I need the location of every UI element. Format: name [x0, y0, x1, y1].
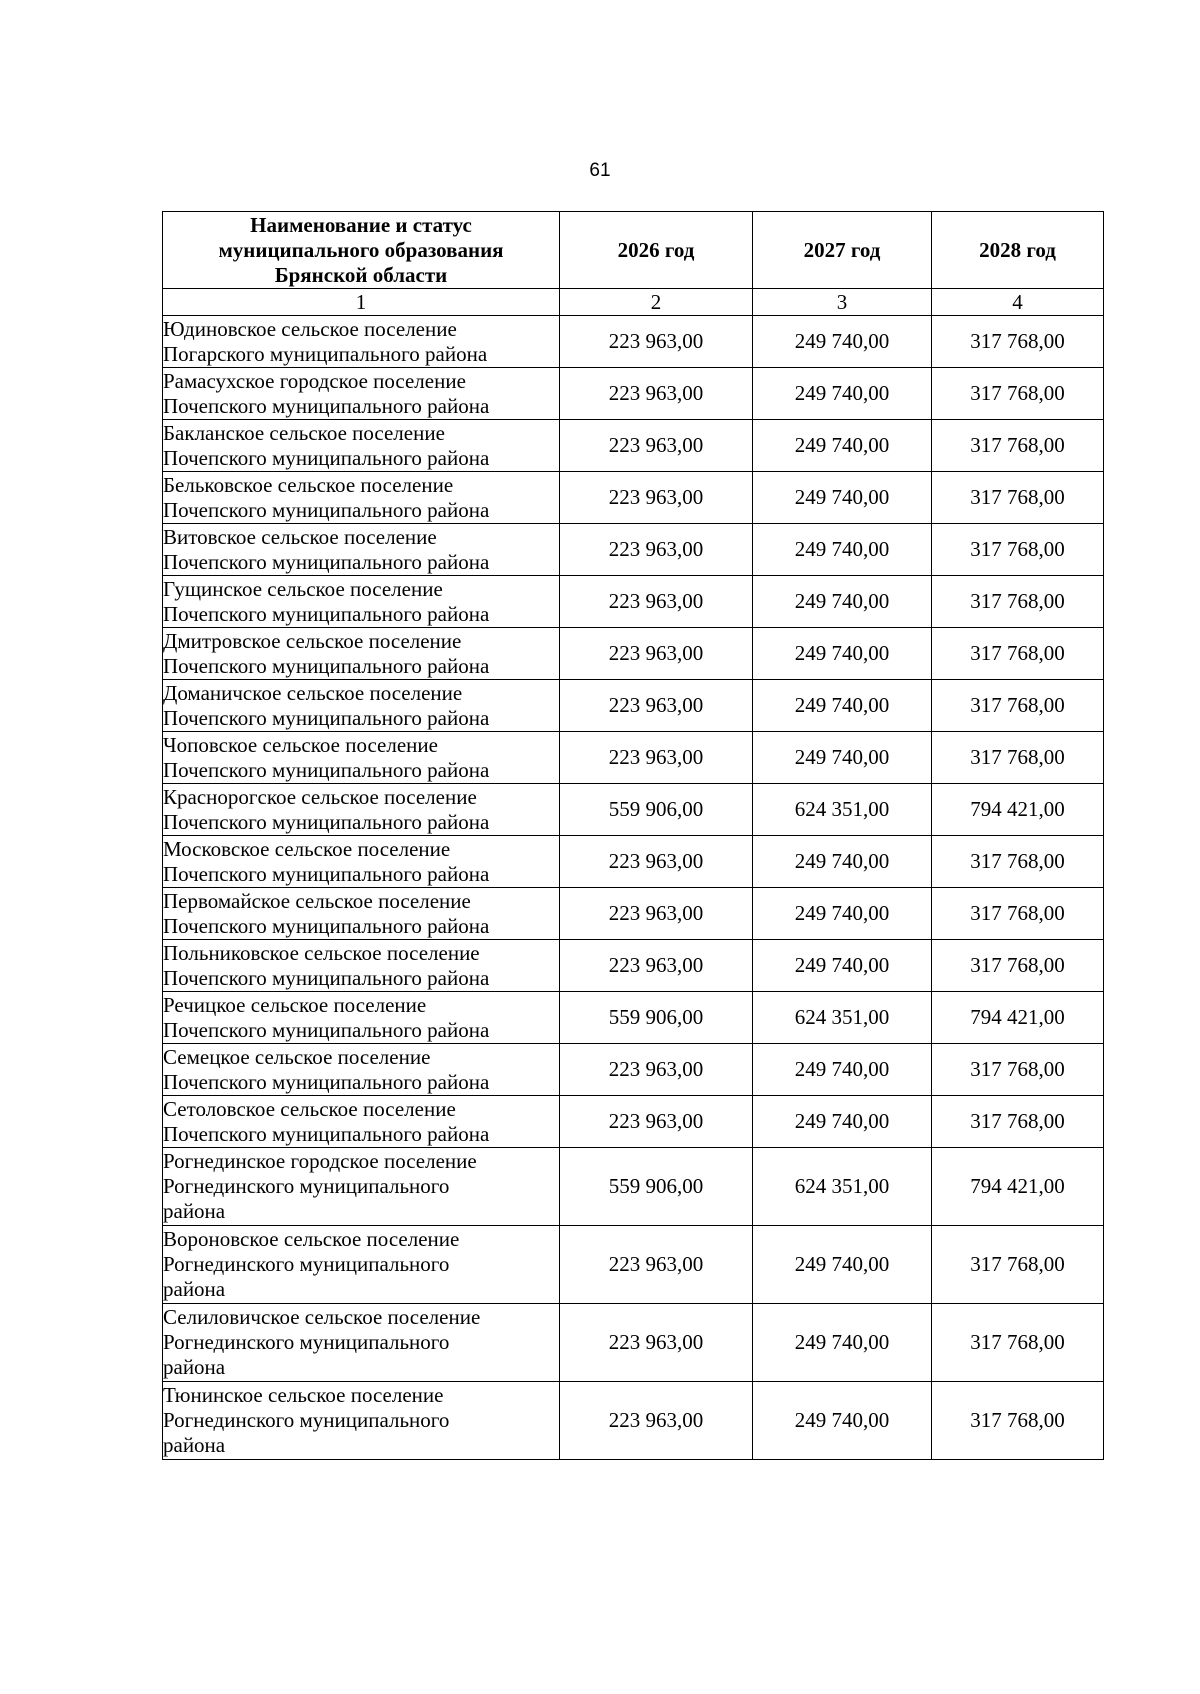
value-2028: 317 768,00 — [932, 1044, 1104, 1096]
value-2028: 317 768,00 — [932, 888, 1104, 940]
municipality-name-line: Почепского муниципального района — [163, 1121, 490, 1146]
table-row — [163, 1382, 1104, 1460]
municipality-name — [163, 888, 560, 940]
value-2028: 317 768,00 — [932, 1226, 1104, 1304]
value-2027: 249 740,00 — [753, 576, 932, 628]
table-row — [163, 680, 1104, 732]
value-2028: 317 768,00 — [932, 368, 1104, 420]
municipality-name — [163, 680, 560, 732]
table-row — [163, 1044, 1104, 1096]
municipality-name — [163, 940, 560, 992]
value-2027: 249 740,00 — [753, 316, 932, 368]
value-2028: 794 421,00 — [932, 1148, 1104, 1226]
column-number: 2 — [560, 289, 753, 316]
value-2026: 223 963,00 — [560, 472, 753, 524]
municipality-name — [163, 1226, 560, 1304]
municipality-name-line: Рогнединское городское поселение — [163, 1149, 477, 1173]
municipality-name — [163, 316, 560, 368]
municipality-name-line: Почепского муниципального района — [163, 445, 490, 470]
municipality-name-line: Юдиновское сельское поселение — [163, 316, 457, 341]
value-2027: 249 740,00 — [753, 472, 932, 524]
value-2026: 223 963,00 — [560, 1304, 753, 1382]
value-2028: 317 768,00 — [932, 940, 1104, 992]
municipality-name — [163, 1148, 560, 1226]
value-2026: 223 963,00 — [560, 316, 753, 368]
table-row — [163, 1148, 1104, 1226]
value-2027: 249 740,00 — [753, 1304, 932, 1382]
header-2026: 2026 год — [560, 212, 753, 289]
value-2027: 249 740,00 — [753, 732, 932, 784]
municipality-name — [163, 420, 560, 472]
value-2028: 317 768,00 — [932, 1382, 1104, 1460]
municipality-name-line: Рогнединского муниципального — [163, 1252, 450, 1276]
value-2026: 223 963,00 — [560, 1096, 753, 1148]
municipality-name-line: Речицкое сельское поселение — [163, 992, 427, 1017]
table-row — [163, 940, 1104, 992]
municipality-name-line: Почепского муниципального района — [163, 549, 490, 574]
value-2026: 223 963,00 — [560, 576, 753, 628]
municipality-name-line: района — [163, 1199, 226, 1223]
municipality-name-line: Тюнинское сельское поселение — [163, 1383, 444, 1407]
table-row — [163, 836, 1104, 888]
column-number: 4 — [932, 289, 1104, 316]
value-2028: 317 768,00 — [932, 420, 1104, 472]
municipality-name-line: Бельковское сельское поселение — [163, 472, 454, 497]
municipality-name-line: района — [163, 1355, 226, 1379]
municipality-name-line: Чоповское сельское поселение — [163, 732, 438, 757]
table-row — [163, 420, 1104, 472]
value-2027: 249 740,00 — [753, 524, 932, 576]
municipality-name-line: Погарского муниципального района — [163, 341, 488, 366]
municipality-name-line: Семецкое сельское поселение — [163, 1044, 431, 1069]
municipality-name — [163, 1044, 560, 1096]
value-2026: 223 963,00 — [560, 524, 753, 576]
municipality-name — [163, 992, 560, 1044]
table-header-row — [163, 212, 1104, 289]
municipality-name — [163, 1382, 560, 1460]
value-2027: 249 740,00 — [753, 888, 932, 940]
value-2027: 624 351,00 — [753, 1148, 932, 1226]
value-2028: 317 768,00 — [932, 524, 1104, 576]
table-row — [163, 628, 1104, 680]
value-2026: 559 906,00 — [560, 992, 753, 1044]
value-2026: 223 963,00 — [560, 420, 753, 472]
value-2028: 317 768,00 — [932, 732, 1104, 784]
value-2026: 559 906,00 — [560, 784, 753, 836]
municipality-name-line: Почепского муниципального района — [163, 965, 490, 990]
value-2027: 624 351,00 — [753, 992, 932, 1044]
municipality-name — [163, 628, 560, 680]
value-2028: 317 768,00 — [932, 1304, 1104, 1382]
header-2028: 2028 год — [932, 212, 1104, 289]
value-2026: 223 963,00 — [560, 1044, 753, 1096]
municipality-name-line: Витовское сельское поселение — [163, 524, 437, 549]
budget-table — [162, 211, 1104, 1460]
value-2027: 249 740,00 — [753, 368, 932, 420]
municipality-name-line: Почепского муниципального района — [163, 601, 490, 626]
municipality-name-line: Почепского муниципального района — [163, 497, 490, 522]
value-2028: 794 421,00 — [932, 784, 1104, 836]
value-2028: 317 768,00 — [932, 1096, 1104, 1148]
municipality-name-line: Рамасухское городское поселение — [163, 368, 466, 393]
value-2026: 223 963,00 — [560, 940, 753, 992]
municipality-name-line: Почепского муниципального района — [163, 757, 490, 782]
table-row — [163, 732, 1104, 784]
page-number: 61 — [589, 160, 611, 181]
municipality-name-line: Дмитровское сельское поселение — [163, 628, 462, 653]
municipality-name-line: Почепского муниципального района — [163, 809, 490, 834]
value-2026: 223 963,00 — [560, 628, 753, 680]
value-2027: 249 740,00 — [753, 836, 932, 888]
municipality-name-line: Доманичское сельское поселение — [163, 680, 463, 705]
municipality-name-line: Почепского муниципального района — [163, 913, 490, 938]
table-row — [163, 1304, 1104, 1382]
municipality-name-line: района — [163, 1277, 226, 1301]
value-2026: 223 963,00 — [560, 1226, 753, 1304]
header-name: Наименование и статус муниципального образования Брянской области — [163, 212, 560, 289]
table-row — [163, 368, 1104, 420]
column-number: 3 — [753, 289, 932, 316]
value-2028: 794 421,00 — [932, 992, 1104, 1044]
value-2027: 249 740,00 — [753, 680, 932, 732]
municipality-name-line: Почепского муниципального района — [163, 705, 490, 730]
table-row — [163, 784, 1104, 836]
column-number-row — [163, 289, 1104, 316]
municipality-name-line: Почепского муниципального района — [163, 1017, 490, 1042]
value-2028: 317 768,00 — [932, 316, 1104, 368]
table-row — [163, 524, 1104, 576]
municipality-name-line: Рогнединского муниципального — [163, 1330, 450, 1354]
municipality-name-line: Сетоловское сельское поселение — [163, 1096, 456, 1121]
value-2027: 249 740,00 — [753, 1096, 932, 1148]
municipality-name — [163, 732, 560, 784]
value-2026: 559 906,00 — [560, 1148, 753, 1226]
table-row — [163, 316, 1104, 368]
value-2026: 223 963,00 — [560, 1382, 753, 1460]
value-2027: 249 740,00 — [753, 628, 932, 680]
municipality-name — [163, 1096, 560, 1148]
table-row — [163, 1226, 1104, 1304]
municipality-name-line: района — [163, 1433, 226, 1457]
value-2028: 317 768,00 — [932, 472, 1104, 524]
table-row — [163, 1096, 1104, 1148]
municipality-name-line: Польниковское сельское поселение — [163, 940, 480, 965]
value-2026: 223 963,00 — [560, 836, 753, 888]
value-2028: 317 768,00 — [932, 576, 1104, 628]
municipality-name-line: Селиловичское сельское поселение — [163, 1305, 481, 1329]
value-2026: 223 963,00 — [560, 368, 753, 420]
municipality-name-line: Рогнединского муниципального — [163, 1408, 450, 1432]
value-2028: 317 768,00 — [932, 628, 1104, 680]
table-row — [163, 472, 1104, 524]
municipality-name-line: Первомайское сельское поселение — [163, 888, 471, 913]
value-2027: 249 740,00 — [753, 1382, 932, 1460]
value-2027: 249 740,00 — [753, 1044, 932, 1096]
value-2028: 317 768,00 — [932, 836, 1104, 888]
municipality-name-line: Бакланское сельское поселение — [163, 420, 445, 445]
table-row — [163, 992, 1104, 1044]
table-row — [163, 888, 1104, 940]
value-2027: 249 740,00 — [753, 420, 932, 472]
value-2027: 624 351,00 — [753, 784, 932, 836]
municipality-name — [163, 368, 560, 420]
municipality-name — [163, 784, 560, 836]
value-2028: 317 768,00 — [932, 680, 1104, 732]
municipality-name — [163, 1304, 560, 1382]
municipality-name — [163, 576, 560, 628]
municipality-name-line: Почепского муниципального района — [163, 861, 490, 886]
municipality-name-line: Почепского муниципального района — [163, 1069, 490, 1094]
value-2026: 223 963,00 — [560, 680, 753, 732]
value-2027: 249 740,00 — [753, 1226, 932, 1304]
municipality-name-line: Почепского муниципального района — [163, 393, 490, 418]
municipality-name-line: Московское сельское поселение — [163, 836, 451, 861]
municipality-name-line: Почепского муниципального района — [163, 653, 490, 678]
column-number: 1 — [163, 289, 560, 316]
header-2027: 2027 год — [753, 212, 932, 289]
table-body — [163, 316, 1104, 1460]
municipality-name-line: Рогнединского муниципального — [163, 1174, 450, 1198]
municipality-name-line: Краснорогское сельское поселение — [163, 784, 477, 809]
municipality-name-line: Вороновское сельское поселение — [163, 1227, 460, 1251]
value-2026: 223 963,00 — [560, 888, 753, 940]
table-row — [163, 576, 1104, 628]
value-2026: 223 963,00 — [560, 732, 753, 784]
municipality-name — [163, 472, 560, 524]
municipality-name — [163, 524, 560, 576]
municipality-name-line: Гущинское сельское поселение — [163, 576, 443, 601]
value-2027: 249 740,00 — [753, 940, 932, 992]
municipality-name — [163, 836, 560, 888]
